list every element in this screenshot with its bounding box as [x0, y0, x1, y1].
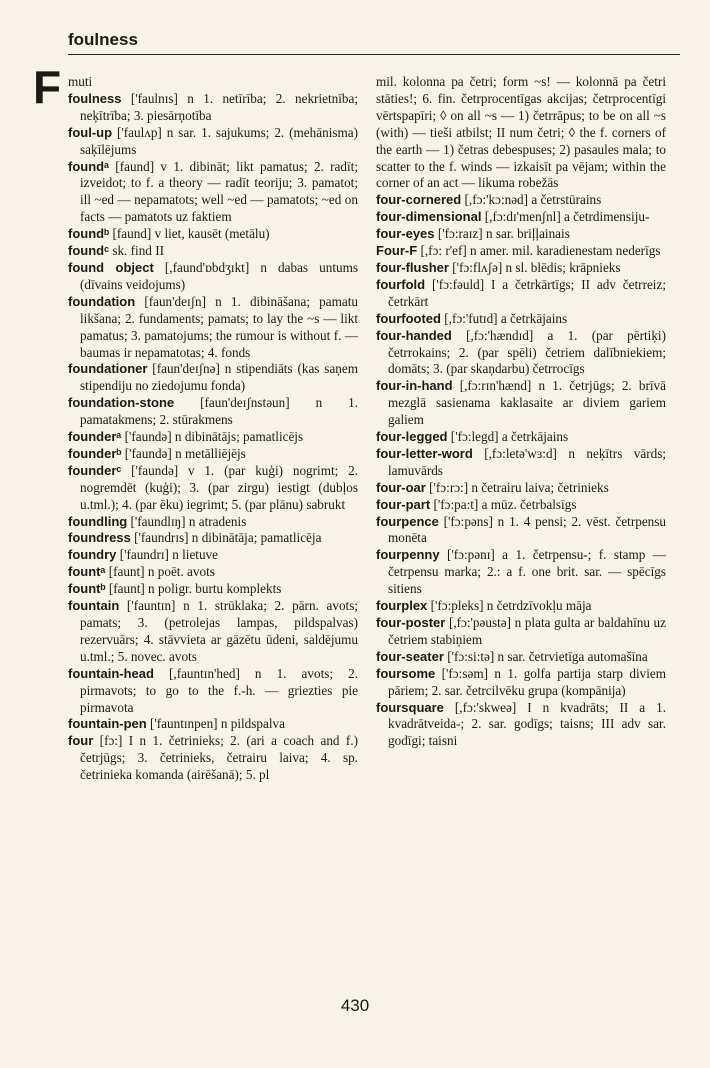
- entry-definition: ['fauntɪnpen] n pildspalva: [146, 716, 285, 732]
- entry-definition: [faunt] n poligr. burtu komplekts: [105, 581, 282, 597]
- entry-headword: foundation: [68, 293, 136, 309]
- entry-headword: fountᵃ: [68, 564, 106, 580]
- column-right: [376, 74, 666, 750]
- entry-definition: [,faund'ɒbdʒɪkt] n dabas untums (dīvains veidojums): [80, 259, 358, 292]
- entry-definition: ['faundrɪs] n dibinātāja; pamatlicēja: [130, 530, 322, 546]
- entry-definition: ['fauntɪn] n 1. strūklaka; 2. pārn. avots; pamats; 3. (petrolejas lampas, pildspalvas) rezervuārs; 4. stāvvieta ar gāzētu ūdeni, saldējumu u.tml.; 5. novec. avots: [80, 598, 358, 664]
- entry-definition: [,fɔ:'futɪd] a četrkājains: [440, 310, 568, 326]
- entry-headword: fourpence: [376, 513, 439, 529]
- dictionary-entry: [376, 311, 666, 328]
- entry-headword: foundationer: [68, 361, 148, 377]
- entry-definition: ['faundə] n dibinātājs; pamatlicējs: [121, 429, 304, 445]
- page-number: 430: [340, 996, 370, 1015]
- entry-headword: foundᶜ: [68, 243, 110, 259]
- dictionary-entry: [376, 547, 666, 598]
- dictionary-entry: [68, 733, 358, 784]
- dictionary-entry: [68, 260, 358, 294]
- dictionary-entry: [68, 361, 358, 395]
- entry-definition: ['faulʌp] n sar. 1. sajukums; 2. (mehānisma) saķīlējums: [80, 124, 358, 157]
- entry-definition: ['fɔ:raɪz] n sar. briļļainais: [434, 226, 570, 242]
- entry-definition: [,fɔ:'skweə] I n kvadrāts; II a 1. kvadrātveida-; 2. sar. godīgs; taisns; III adv sar. godīgi; taisni: [388, 699, 666, 749]
- entry-definition: ['fɔ:pa:t] a mūz. četrbalsīgs: [430, 496, 577, 512]
- dictionary-entry: [376, 480, 666, 497]
- entry-headword: foundling: [68, 513, 128, 529]
- dictionary-entry: [376, 700, 666, 751]
- entry-headword: four-cornered: [376, 192, 462, 208]
- entry-headword: four-oar: [376, 479, 426, 495]
- entry-definition: mil. kolonna pa četri; form ~s! — kolonnā pa četri stāties!; 6. fin. četrprocentīgas akcijas; četrprocentīgi vērtspapīri; ◊ on all ~s — 1) četrrāpus; to be on all ~s (with) — tieši atbilst; II num četri; ◊ the f. corners of the earth — 1) četras debespuses; 2) pasaules mala; to scatter to the f. winds — izkaisīt pa vējam; within the corner of an act — likuma robežās: [376, 74, 666, 191]
- entry-definition: [,fɔ:'pəustə] n plata gulta ar baldahīnu uz četriem stabiņiem: [388, 615, 666, 647]
- entry-headword: foul-up: [68, 124, 113, 140]
- entry-headword: fountain-pen: [68, 716, 147, 732]
- entry-definition: ['fɔ:səm] n 1. golfa partija starp diviem pāriem; 2. sar. četrcilvēku grupa (kompānija): [388, 665, 666, 698]
- entry-definition: ['faundə] n metālliējējs: [121, 445, 246, 461]
- entry-definition: ['faundlɪŋ] n atradenis: [127, 513, 247, 529]
- entry-definition: [faun'deɪʃnstəun] n 1. pamatakmens; 2. stūrakmens: [80, 395, 358, 428]
- entry-headword: four-letter-word: [376, 445, 473, 461]
- entry-headword: foundry: [68, 547, 117, 563]
- entry-headword: four-part: [376, 496, 431, 512]
- dictionary-entry: [376, 260, 666, 277]
- dictionary-entry: [376, 226, 666, 243]
- dictionary-entry: [376, 192, 666, 209]
- dictionary-entry: [68, 446, 358, 463]
- dictionary-entry: [68, 547, 358, 564]
- dictionary-entry: [68, 74, 358, 91]
- entry-definition: ['fɔ:rɔ:] n četrairu laiva; četrinieks: [425, 479, 609, 495]
- entry-headword: four-eyes: [376, 226, 435, 242]
- dictionary-entry: [376, 378, 666, 429]
- dictionary-entry: [376, 277, 666, 311]
- entry-headword: foundress: [68, 530, 131, 546]
- entry-headword: four-poster: [376, 615, 446, 630]
- entry-headword: four-flusher: [376, 259, 449, 275]
- section-letter: F: [33, 61, 62, 113]
- entry-headword: foursquare: [376, 699, 444, 715]
- dictionary-entry: [376, 514, 666, 548]
- column-left: [68, 74, 358, 784]
- entry-definition: [,fɔ:'hændɪd] a 1. (par pērtiķi) četrrokains; 2. (par spēli) četriem dalībniekiem; domāts; 3. (par skaņdarbu) četrrocīgs: [388, 327, 666, 377]
- entry-definition: ['fɔ:pənɪ] a 1. četrpensu-; f. stamp — četrpensu marka; 2.: a f. one brit. sar. — spēcīgs sitiens: [388, 547, 666, 597]
- entry-definition: ['fɔ:fəuld] I a četrkārtīgs; II adv četrreiz; četrkārt: [388, 276, 666, 309]
- dictionary-entry: [376, 598, 666, 615]
- dictionary-entry: [68, 463, 358, 514]
- entry-definition: [fɔ:] I n 1. četrinieks; 2. (ari a coach and f.) četrjūgs; 3. četrinieks, četrairu laiva; 4. sp. četrinieka komanda (airēšanā); 5. pl: [80, 733, 358, 783]
- entry-definition: [,fɔ:dɪ'menʃnl] a četrdimensiju-: [481, 209, 650, 225]
- entry-definition: muti: [68, 74, 93, 89]
- dictionary-entry: [68, 294, 358, 362]
- entry-headword: fountain-head: [68, 665, 154, 681]
- entry-headword: fourfooted: [376, 310, 441, 326]
- entry-definition: [,fɔ: r'ef] n amer. mil. karadienestam nederīgs: [417, 243, 661, 259]
- entry-headword: foundᵇ: [68, 226, 110, 242]
- running-header: [68, 30, 680, 50]
- entry-headword: fountain: [68, 598, 120, 614]
- dictionary-entry: [68, 564, 358, 581]
- entry-headword: Four-F: [376, 243, 418, 259]
- dictionary-entry: [68, 91, 358, 125]
- dictionary-entry: [68, 530, 358, 547]
- dictionary-entry: [68, 125, 358, 159]
- entry-headword: four-seater: [376, 648, 444, 664]
- dictionary-entry: [376, 328, 666, 379]
- entry-headword: fourfold: [376, 276, 426, 292]
- entry-headword: foundᵃ: [68, 158, 109, 174]
- entry-definition: ['fɔ:pəns] n 1. 4 pensi; 2. vēst. četrpensu monēta: [388, 513, 666, 546]
- entry-definition: [faund] v 1. dibināt; likt pamatus; 2. radīt; izveidot; to f. a theory — radīt teoriju; 3. pamatot; ill ~ed — nepamatots; well ~ed — pamatots; ~ed on facts — pamatots uz faktiem: [80, 158, 358, 225]
- dictionary-entry: [376, 497, 666, 514]
- entry-definition: [faun'deɪʃn] n 1. dibināšana; pamatu likšana; 2. fundaments; pamats; to lay the ~s — likt pamatus; 3. pamatojums; the rumour is without f. — baumas ir nepamatotas; 4. fonds: [80, 293, 358, 360]
- header-word: foulness: [68, 30, 138, 49]
- dictionary-entry: [68, 716, 358, 733]
- dictionary-entry: [68, 243, 358, 260]
- dictionary-entry: [376, 446, 666, 480]
- dictionary-entry: [376, 649, 666, 666]
- dictionary-entry: [68, 581, 358, 598]
- dictionary-entry: [376, 429, 666, 446]
- entry-headword: fourpenny: [376, 547, 440, 563]
- entry-definition: [faund] v liet, kausēt (metālu): [109, 226, 270, 242]
- dictionary-entry: [376, 243, 666, 260]
- entry-headword: four: [68, 733, 94, 749]
- entry-headword: four-dimensional: [376, 209, 482, 225]
- entry-definition: ['faulnɪs] n 1. netīrība; 2. nekrietnība; neķītrība; 3. piesārņotība: [80, 90, 358, 123]
- entry-headword: founderᶜ: [68, 462, 122, 478]
- entry-definition: [,fauntɪn'hed] n 1. avots; 2. pirmavots; to go to the f.-h. — griezties pie pirmavota: [80, 665, 358, 715]
- entry-headword: foursome: [376, 665, 436, 681]
- dictionary-entry: [376, 615, 666, 649]
- dictionary-entry: [376, 74, 666, 192]
- entry-definition: [faun'deɪʃnə] n stipendiāts (kas saņem stipendiju no ziedojumu fonda): [80, 361, 358, 394]
- entry-headword: four-in-hand: [376, 378, 453, 394]
- entry-headword: foundation-stone: [68, 395, 175, 411]
- entry-headword: found object: [68, 259, 154, 275]
- entry-headword: founderᵇ: [68, 445, 122, 461]
- dictionary-entry: [68, 159, 358, 227]
- dictionary-entry: [376, 666, 666, 700]
- entry-definition: ['fɔ:legd] a četrkājains: [447, 429, 569, 445]
- header-rule: [68, 54, 680, 55]
- entry-definition: ['fɔ:si:tə] n sar. četrvietīga automašīna: [443, 648, 648, 664]
- entry-headword: fountᵇ: [68, 581, 106, 597]
- entry-definition: ['faundrɪ] n lietuve: [116, 547, 219, 563]
- entry-headword: fourplex: [376, 598, 428, 614]
- dictionary-entry: [68, 514, 358, 531]
- entry-headword: four-legged: [376, 429, 448, 445]
- dictionary-entry: [68, 429, 358, 446]
- entry-definition: sk. find II: [109, 243, 164, 259]
- entry-headword: founderᵃ: [68, 429, 122, 445]
- entry-definition: ['faundə] v 1. (par kuģi) nogrimt; 2. nogremdēt (kuģi); 3. (par zirgu) iestigt (dubļos u.tml.); 4. (par ēku) iegrimt; 5. (par plānu) sabrukt: [80, 462, 358, 512]
- dictionary-entry: [68, 395, 358, 429]
- entry-definition: [faunt] n poēt. avots: [105, 564, 215, 580]
- entry-definition: [,fɔ:'kɔ:nəd] a četrstūrains: [461, 192, 602, 208]
- entry-definition: [,fɔ:rɪn'hænd] n 1. četrjūgs; 2. brīvā mezglā sasienama kaklasaite ar diviem gariem galiem: [388, 378, 666, 428]
- entry-definition: [,fɔ:letə'wɜ:d] n neķītrs vārds; lamuvārds: [388, 445, 666, 478]
- entry-definition: ['fɔ:pleks] n četrdzīvokļu māja: [427, 598, 592, 614]
- entry-headword: four-handed: [376, 327, 452, 343]
- entry-definition: ['fɔ:flʌʃə] n sl. blēdis; krāpnieks: [448, 259, 621, 275]
- dictionary-entry: [68, 226, 358, 243]
- dictionary-entry: [376, 209, 666, 226]
- dictionary-entry: [68, 666, 358, 717]
- entry-headword: foulness: [68, 90, 122, 106]
- dictionary-entry: [68, 598, 358, 666]
